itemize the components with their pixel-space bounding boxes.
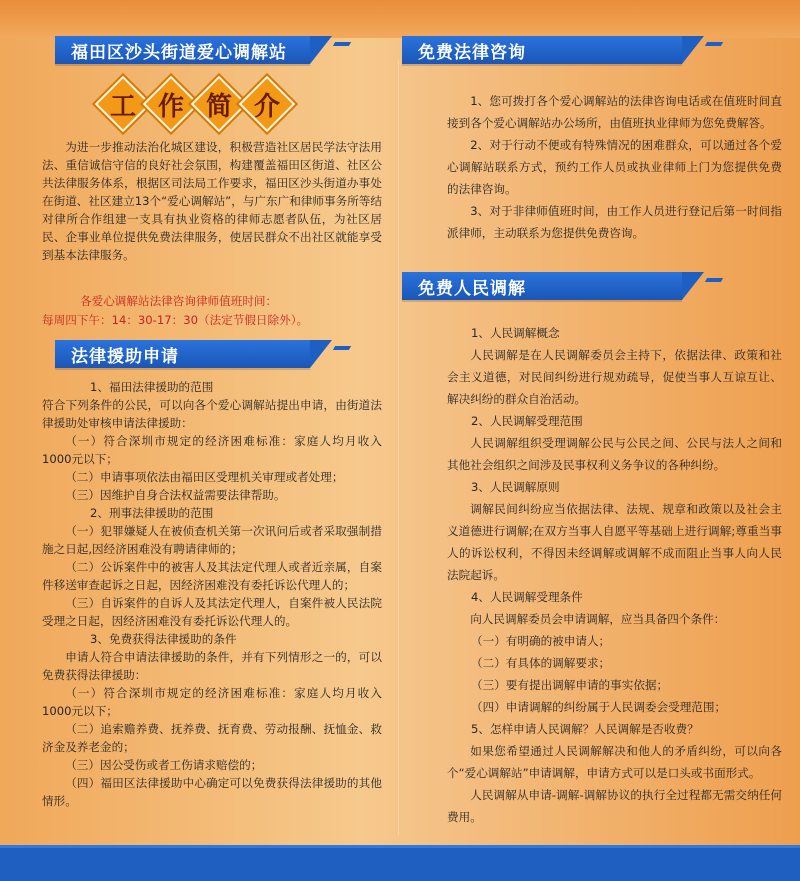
aid-line: （三）自诉案件的自诉人及其法定代理人，自案件被人民法院受理之日起，因经济困难没有委托诉讼代理人的。 xyxy=(42,596,382,628)
aid-line: （三）因公受伤或者工伤请求赔偿的； xyxy=(65,758,263,772)
mediation-line: 如果您希望通过人民调解解决和他人的矛盾纠纷，可以向各个“爱心调解站”申请调解，申请方式可以是口头或书面形式。 xyxy=(447,744,782,780)
diamond-char: 简 xyxy=(205,91,232,122)
diamond-char: 工 xyxy=(109,91,136,122)
mediation-line: 1、人民调解概念 xyxy=(471,326,560,340)
mediation-line: 人民调解是在人民调解委员会主持下，依据法律、政策和社会主义道德，对民间纠纷进行规劝疏导，促使当事人互谅互让、解决纠纷的群众自治活动。 xyxy=(447,348,782,406)
mediation-line: 人民调解从申请-调解-调解协议的执行全过程都无需交纳任何费用。 xyxy=(447,788,782,824)
consult-line: 1、您可拨打各个爱心调解站的法律咨询电话或在值班时间直接到各个爱心调解站办公场所，由值班执业律师为您免费解答。 xyxy=(447,94,782,130)
intro-diamond-title xyxy=(95,78,295,138)
mediation-content xyxy=(447,322,782,828)
mediation-header-bar xyxy=(402,272,682,300)
mediation-line: 3、人民调解原则 xyxy=(471,480,560,494)
bottom-decor-bar xyxy=(0,845,800,881)
aid-line: （一）符合深圳市规定的经济困难标准：家庭人均月收入1000元以下； xyxy=(42,434,382,466)
aid-line: （一）犯罪嫌疑人在被侦查机关第一次讯问后或者采取强制措施之日起,因经济困难没有聘请律师的； xyxy=(42,524,382,556)
aid-line: （三）因维护自身合法权益需要法律帮助。 xyxy=(65,488,286,502)
aid-line: （二）公诉案件中的被害人及其法定代理人或者近亲属，自案件移送审查起诉之日起，因经济困难没有委托诉讼代理人的； xyxy=(42,560,382,592)
aid-line: （一）符合深圳市规定的经济困难标准：家庭人均月收入1000元以下； xyxy=(42,686,382,718)
header-stripe-decor xyxy=(333,42,351,46)
header-stripe-decor xyxy=(705,278,723,282)
aid-content xyxy=(42,378,382,810)
intro-paragraph: 为进一步推动法治化城区建设，积极营造社区居民学法守法用法、重信诚信守信的良好社会氛围，构建覆盖福田区街道、社区公共法律服务体系，根据区司法局工作要求，福田区沙头街道办事处在街道、社区建立13个“爱心调解站”，与广东广和律师事务所等结对律所合作组建一支具有执业资格的律师志愿者队伍，为社区居民、企事业单位提供免费法律服务，使居民群众不出社区就能享受到基本法律服务。 xyxy=(42,140,382,262)
mediation-line: （三）要有提出调解申请的事实依据； xyxy=(471,678,669,692)
consult-header-bar xyxy=(402,36,682,64)
mediation-line: 5、怎样申请人民调解？人民调解是否收费？ xyxy=(471,722,699,736)
consult-line: 3、对于非律师值班时间，由工作人员进行登记后第一时间指派律师，主动联系为您提供免费咨询。 xyxy=(447,204,782,240)
consult-line: 2、对于行动不便或有特殊情况的困难群众，可以通过各个爱心调解站联系方式，预约工作人员或执业律师上门为您提供免费的法律咨询。 xyxy=(447,138,782,196)
duty-time-label: 各爱心调解站法律咨询律师值班时间： xyxy=(80,294,278,308)
top-decor-strip xyxy=(0,0,800,38)
mediation-line: 2、人民调解受理范围 xyxy=(471,414,583,428)
aid-line: 3、免费获得法律援助的条件 xyxy=(90,632,237,646)
header-slant-decor xyxy=(682,36,704,64)
mediation-line: （四）申请调解的纠纷属于人民调委会受理范围； xyxy=(471,700,727,714)
diamond-char: 作 xyxy=(157,91,184,122)
header-slant-decor xyxy=(310,36,332,64)
mediation-line: （一）有明确的被申请人； xyxy=(471,634,611,648)
header-slant-decor xyxy=(310,340,332,368)
duty-time-value: 每周四下午：14：30-17：30（法定节假日除外）。 xyxy=(42,313,309,327)
diamond-char: 介 xyxy=(253,91,280,122)
aid-line: 符合下列条件的公民，可以向各个爱心调解站提出申请，由街道法律援助处审核申请法律援助： xyxy=(42,398,382,430)
consult-content xyxy=(447,90,782,244)
aid-line: 1、福田法律援助的范围 xyxy=(90,380,214,394)
column-divider xyxy=(398,60,399,835)
aid-line: 2、刑事法律援助的范围 xyxy=(90,506,214,520)
mediation-line: （二）有具体的调解要求； xyxy=(471,656,611,670)
aid-line: （四）福田区法律援助中心确定可以免费获得法律援助的其他情形。 xyxy=(42,776,382,808)
aid-line: 申请人符合申请法律援助的条件，并有下列情形之一的，可以免费获得法律援助： xyxy=(42,650,382,682)
mediation-line: 向人民调解委员会申请调解，应当具备四个条件： xyxy=(470,612,726,626)
aid-line: （二）申请事项依法由福田区受理机关审理或者处理； xyxy=(65,470,344,484)
mediation-line: 4、人民调解受理条件 xyxy=(471,590,583,604)
intro-header-title: 福田区沙头街道爱心调解站 xyxy=(71,42,287,63)
aid-header-bar xyxy=(55,340,310,368)
header-stripe-decor xyxy=(333,346,351,350)
header-stripe-decor xyxy=(705,42,723,46)
header-slant-decor xyxy=(682,272,704,300)
mediation-header-title: 免费人民调解 xyxy=(418,278,526,299)
intro-header-bar xyxy=(55,36,310,64)
consult-header-title: 免费法律咨询 xyxy=(418,42,526,63)
aid-header-title: 法律援助申请 xyxy=(71,346,179,367)
aid-line: （二）追索赡养费、抚养费、抚育费、劳动报酬、抚恤金、救济金及养老金的； xyxy=(42,722,382,754)
mediation-line: 人民调解组织受理调解公民与公民之间、公民与法人之间和其他社会组织之间涉及民事权利义务争议的各种纠纷。 xyxy=(447,436,782,472)
mediation-line: 调解民间纠纷应当依据法律、法规、规章和政策以及社会主义道德进行调解;在双方当事人自愿平等基础上进行调解;尊重当事人的诉讼权利，不得因未经调解或调解不成而阻止当事人向人民法院起诉。 xyxy=(447,502,782,582)
